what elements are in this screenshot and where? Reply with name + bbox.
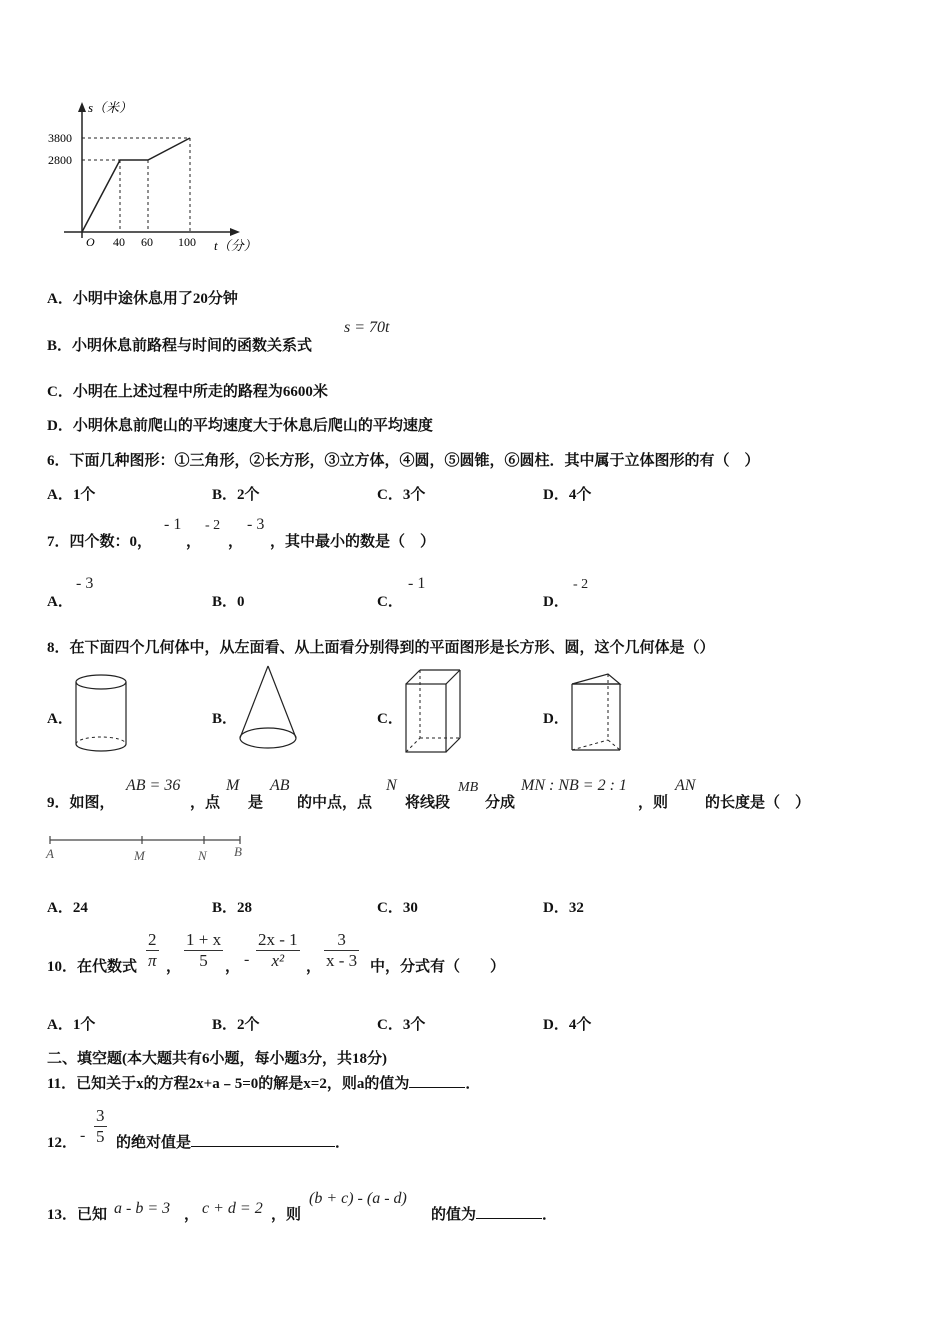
- q8-option-b: B．: [212, 711, 238, 727]
- q9-text-2: ，点: [190, 795, 221, 811]
- q7-sep-1: ，: [186, 534, 202, 550]
- q10-f3-denominator: x²: [271, 951, 285, 970]
- q10-fraction-3: [256, 930, 300, 971]
- q10-fraction-4: [324, 930, 359, 971]
- q5-option-c: C．小明在上述过程中所走的路程为6600米: [47, 384, 328, 400]
- q7-option-c-value: - 1: [408, 575, 426, 592]
- q8-option-c: C．: [377, 711, 403, 727]
- q7-option-d-value: - 2: [573, 577, 589, 592]
- q10-text-2: 中，分式有（ ）: [370, 959, 506, 975]
- q11-end: ．: [465, 1076, 481, 1092]
- q6-option-d: D．4个: [543, 487, 592, 503]
- q7-option-b: B．0: [212, 594, 245, 610]
- q10-option-a: A．1个: [47, 1017, 96, 1033]
- q13-math-3: (b + c) - (a - d): [309, 1190, 407, 1207]
- q10-f2-numerator: 1 + x: [186, 930, 222, 949]
- q10-option-c: C．3个: [377, 1017, 426, 1033]
- q13-text-1: 13．已知: [47, 1207, 108, 1223]
- rectangular-prism-figure: [402, 664, 464, 756]
- q10-sep-2: ，: [225, 959, 241, 975]
- q10-sep-1: ，: [166, 959, 182, 975]
- q7-sep-2: ，: [228, 534, 244, 550]
- x-axis-label: t（分）: [214, 238, 257, 253]
- q10-f4-numerator: 3: [337, 930, 346, 949]
- q12-stem: [116, 1131, 350, 1152]
- q8-option-d: D．: [543, 711, 569, 727]
- q9-option-b: B．28: [212, 900, 253, 916]
- q9-math-2: M: [226, 777, 240, 794]
- x-tick-60: 60: [141, 235, 153, 249]
- distance-line: [82, 138, 190, 232]
- q12-end: ．: [335, 1135, 351, 1151]
- cylinder-figure: [70, 670, 132, 756]
- q7-stem-prefix: 7．四个数：0，: [47, 534, 153, 550]
- q5-option-d: D．小明休息前爬山的平均速度大于休息后爬山的平均速度: [47, 418, 433, 434]
- q5-option-b: B．小明休息前路程与时间的函数关系式: [47, 338, 313, 354]
- q9-math-7: AN: [675, 777, 696, 794]
- q9-text-7: ，则: [638, 795, 669, 811]
- distance-time-graph: [48, 98, 276, 258]
- point-a-label: A: [46, 846, 54, 861]
- q11-text: 11．已知关于x的方程2x+a﹣5=0的解是x=2，则a的值为: [47, 1076, 410, 1092]
- section-2-heading: 二、填空题(本大题共有6小题，每小题3分，共18分): [47, 1051, 387, 1067]
- q12-answer-blank[interactable]: [191, 1132, 335, 1147]
- q13-math-2: c + d = 2: [202, 1200, 263, 1217]
- q7-num-3: - 3: [247, 516, 265, 533]
- point-m-label: M: [134, 848, 145, 863]
- q12-denominator: 5: [96, 1127, 105, 1146]
- y-axis-label: s（米）: [88, 100, 133, 115]
- q11-answer-blank[interactable]: [409, 1073, 465, 1088]
- point-n-label: N: [198, 848, 207, 863]
- q10-f1-numerator: 2: [148, 930, 157, 949]
- q10-f1-denominator: π: [148, 951, 157, 970]
- q9-text-1: 9．如图，: [47, 795, 115, 811]
- q9-math-5: MB: [458, 780, 479, 795]
- q9-math-3: AB: [270, 777, 290, 794]
- q12-numerator: 3: [96, 1106, 105, 1125]
- q11-stem: [47, 1072, 480, 1093]
- q12-number: 12．: [47, 1135, 78, 1151]
- q7-num-1: - 1: [164, 516, 182, 533]
- q9-option-d: D．32: [543, 900, 584, 916]
- q13-stem-end: [431, 1203, 557, 1224]
- q13-text-4: 的值为: [431, 1207, 477, 1223]
- q12-minus: -: [80, 1127, 86, 1144]
- q5-option-b-formula: s = 70t: [344, 319, 390, 336]
- q5-option-a: A．小明中途休息用了20分钟: [47, 291, 238, 307]
- q10-f3-numerator: 2x - 1: [258, 930, 298, 949]
- q10-option-d: D．4个: [543, 1017, 592, 1033]
- q7-option-d: D．: [543, 594, 569, 610]
- q12-text: 的绝对值是: [116, 1135, 192, 1151]
- q8-stem: 8．在下面四个几何体中，从左面看、从上面看分别得到的平面图形是长方形、圆，这个几何体是（）: [47, 640, 715, 656]
- q9-text-8: 的长度是（ ）: [705, 795, 811, 811]
- q9-option-c: C．30: [377, 900, 418, 916]
- q12-fraction: [94, 1106, 107, 1147]
- cone-figure: [235, 662, 301, 756]
- point-b-label: B: [234, 844, 242, 859]
- q10-text-1: 10．在代数式: [47, 959, 138, 975]
- q7-option-a: A．: [47, 594, 73, 610]
- q9-math-6: MN : NB = 2 : 1: [521, 777, 627, 794]
- y-axis-arrow: [78, 102, 86, 112]
- q9-math-4: N: [386, 777, 397, 794]
- q7-option-a-value: - 3: [76, 575, 94, 592]
- x-axis-arrow: [230, 228, 240, 236]
- q6-option-c: C．3个: [377, 487, 426, 503]
- q10-sep-3: ，: [306, 959, 322, 975]
- q10-option-b: B．2个: [212, 1017, 260, 1033]
- q9-text-4: 的中点，点: [297, 795, 373, 811]
- q6-option-b: B．2个: [212, 487, 260, 503]
- x-tick-40: 40: [113, 235, 125, 249]
- q13-math-1: a - b = 3: [114, 1200, 171, 1217]
- y-tick-3800: 3800: [48, 131, 72, 145]
- q9-text-5: 将线段: [405, 795, 451, 811]
- q13-text-2: ，: [184, 1207, 200, 1223]
- y-tick-2800: 2800: [48, 153, 72, 167]
- q13-answer-blank[interactable]: [476, 1204, 542, 1219]
- q10-minus: -: [244, 951, 250, 968]
- q13-end: ．: [542, 1207, 558, 1223]
- q6-option-a: A．1个: [47, 487, 96, 503]
- q10-fraction-2: [184, 930, 223, 971]
- x-tick-100: 100: [178, 235, 196, 249]
- q8-option-a: A．: [47, 711, 73, 727]
- q10-fraction-1: [146, 930, 159, 971]
- q10-f4-denominator: x - 3: [326, 951, 358, 970]
- q9-text-3: 是: [248, 795, 264, 811]
- q10-f2-denominator: 5: [199, 951, 208, 970]
- q9-text-6: 分成: [485, 795, 516, 811]
- triangular-prism-figure: [568, 664, 630, 756]
- q7-stem-suffix: ，其中最小的数是（ ）: [270, 534, 436, 550]
- q6-stem: 6．下面几种图形：①三角形，②长方形，③立方体，④圆，⑤圆锥，⑥圆柱．其中属于立体图形的有（ ）: [47, 453, 760, 469]
- q7-num-2: - 2: [205, 518, 221, 533]
- q13-text-3: ，则: [271, 1207, 302, 1223]
- q7-option-c: C．: [377, 594, 403, 610]
- q9-option-a: A．24: [47, 900, 88, 916]
- q9-segment-diagram: [44, 832, 254, 866]
- origin-label: O: [86, 235, 95, 249]
- q9-math-1: AB = 36: [126, 777, 181, 794]
